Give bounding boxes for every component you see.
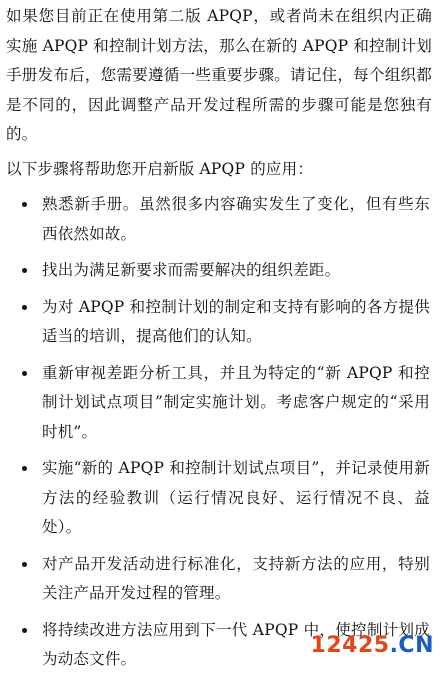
bullet-icon [22, 268, 27, 273]
bullet-icon [22, 628, 27, 633]
step-text: 对产品开发活动进行标准化，支持新方法的应用，特别关注产品开发过程的管理。 [42, 554, 430, 602]
bullet-icon [22, 466, 27, 471]
step-text: 熟悉新手册。虽然很多内容确实发生了变化，但有些东西依然如故。 [42, 195, 430, 243]
step-text: 找出为满足新要求而需要解决的组织差距。 [42, 261, 341, 279]
step-item-2 [0, 256, 440, 286]
steps-lead-paragraph: 以下步骤将帮助您开启新版 APQP 的应用： [6, 160, 314, 178]
bullet-icon [22, 371, 27, 376]
step-item-5 [0, 454, 440, 543]
step-item-4 [0, 359, 440, 448]
step-text: 将持续改进方法应用到下一代 APQP 中，使控制计划成为动态文件。 [42, 620, 430, 668]
watermark-number: 12425 [310, 633, 390, 658]
intro-paragraph: 如果您目前正在使用第二版 APQP，或者尚未在组织内正确实施 APQP 和控制计划方法，那么在新的 APQP 和控制计划手册发布后，您需要遵循一些重要步骤。请记住，每个组织都是不同的，因此调整产品开发过程所需的步骤可能是您独有的。 [6, 7, 432, 143]
step-text: 为对 APQP 和控制计划的制定和支持有影响的各方提供适当的培训，提高他们的认知。 [42, 297, 430, 345]
step-item-3 [0, 293, 440, 352]
bullet-icon [22, 562, 27, 567]
step-text: 实施“新的 APQP 和控制计划试点项目”，并记录使用新方法的经验教训（运行情况良好、运行情况不良、益处）。 [42, 459, 430, 536]
step-item-6 [0, 550, 440, 609]
step-item-1 [0, 190, 440, 249]
step-text: 重新审视差距分析工具，并且为特定的“新 APQP 和控制计划试点项目”制定实施计划。考虑客户规定的“采用时机”。 [42, 363, 430, 441]
bullet-icon [22, 202, 27, 207]
watermark-domain: .CN [389, 633, 434, 658]
site-watermark [311, 633, 434, 658]
steps-list [0, 190, 440, 682]
bullet-icon [22, 305, 27, 310]
